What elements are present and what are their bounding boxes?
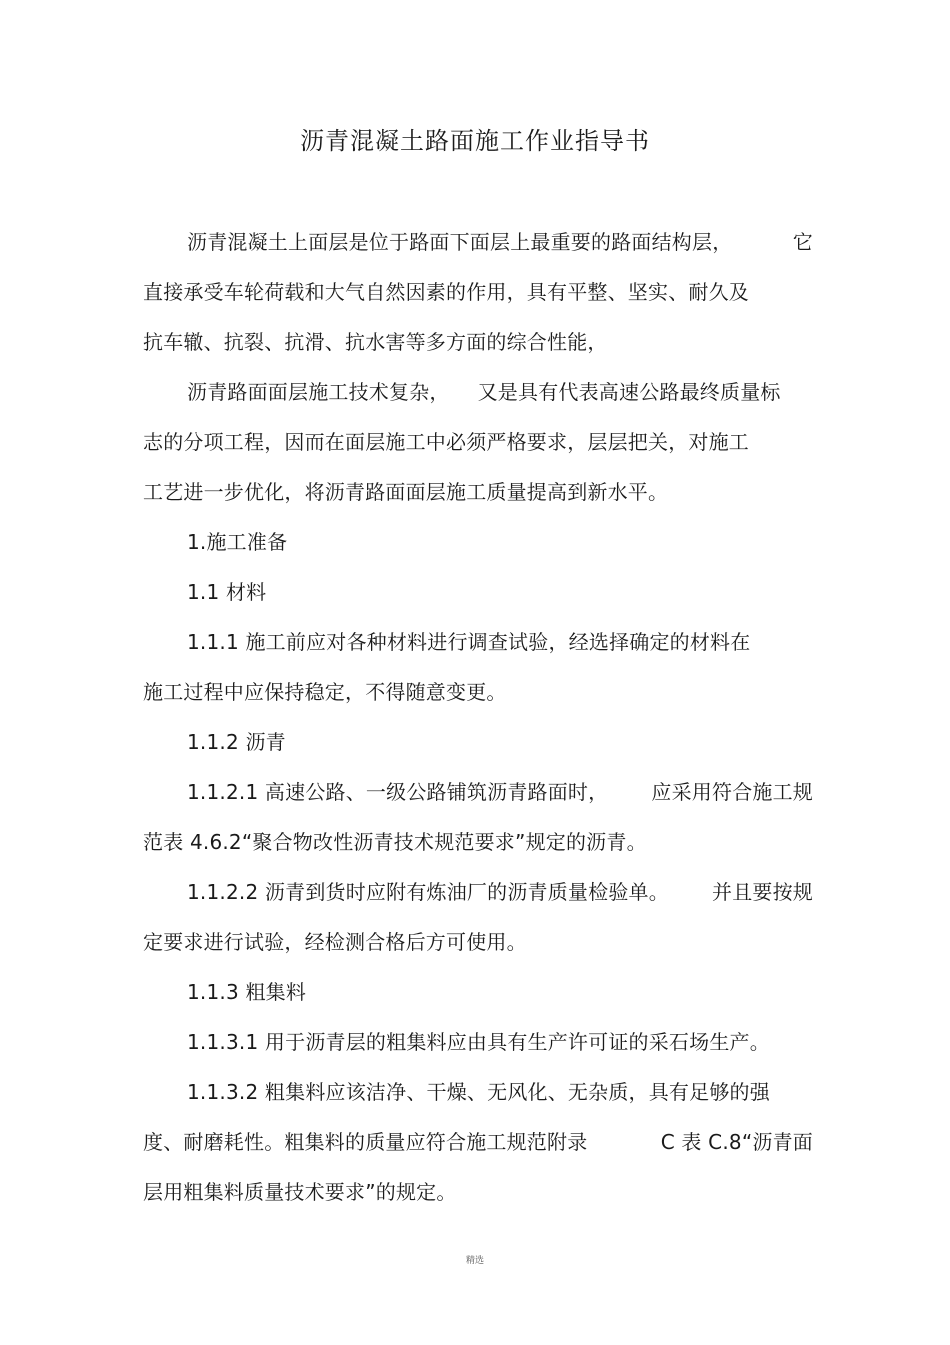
text-segment: 1.1.2.1 高速公路、一级公路铺筑沥青路面时， (187, 780, 609, 804)
paragraph-line (143, 372, 813, 422)
paragraph-line: 志的分项工程，因而在面层施工中必须严格要求，层层把关，对施工 (143, 430, 749, 454)
text-segment: 并且要按规 (712, 880, 813, 904)
page-footer: 精选 (465, 1256, 484, 1266)
paragraph-line: 层用粗集料质量技术要求”的规定。 (143, 1180, 457, 1204)
paragraph-line: 工艺进一步优化，将沥青路面面层施工质量提高到新水平。 (143, 480, 669, 504)
paragraph-line: 1.1.3.1 用于沥青层的粗集料应由具有生产许可证的采石场生产。 (187, 1030, 770, 1054)
document-body (143, 222, 813, 1222)
text-segment: 又是具有代表高速公路最终质量标 (477, 380, 781, 404)
text-segment: 沥青混凝土上面层是位于路面下面层上最重要的路面结构层， (187, 230, 733, 254)
paragraph-line (143, 772, 813, 822)
text-segment: 它 (792, 230, 813, 254)
paragraph-line (143, 872, 813, 922)
paragraph-line: 范表 4.6.2“聚合物改性沥青技术规范要求”规定的沥青。 (143, 830, 647, 854)
paragraph-line: 1.1.1 施工前应对各种材料进行调查试验，经选择确定的材料在 (187, 630, 751, 654)
paragraph-line: 1.1.3.2 粗集料应该洁净、干燥、无风化、无杂质，具有足够的强 (187, 1080, 770, 1104)
paragraph-line: 抗车辙、抗裂、抗滑、抗水害等多方面的综合性能， (143, 330, 608, 354)
section-heading: 1.1 材料 (187, 580, 267, 604)
section-heading: 1.施工准备 (187, 530, 288, 554)
paragraph-line: 施工过程中应保持稳定，不得随意变更。 (143, 680, 507, 704)
paragraph-line (143, 222, 813, 272)
section-heading: 1.1.3 粗集料 (187, 980, 307, 1004)
text-segment: C 表 C.8“沥青面 (660, 1130, 813, 1154)
text-segment: 沥青路面面层施工技术复杂， (187, 380, 450, 404)
paragraph-line (143, 1122, 813, 1172)
paragraph-line: 直接承受车轮荷载和大气自然因素的作用，具有平整、坚实、耐久及 (143, 280, 749, 304)
text-segment: 应采用符合施工规 (651, 780, 813, 804)
text-segment: 1.1.2.2 沥青到货时应附有炼油厂的沥青质量检验单。 (187, 880, 669, 904)
section-heading: 1.1.2 沥青 (187, 730, 286, 754)
paragraph-line: 定要求进行试验，经检测合格后方可使用。 (143, 930, 527, 954)
text-segment: 度、耐磨耗性。粗集料的质量应符合施工规范附录 (143, 1130, 588, 1154)
document-title: 沥青混凝土路面施工作业指导书 (300, 127, 650, 155)
